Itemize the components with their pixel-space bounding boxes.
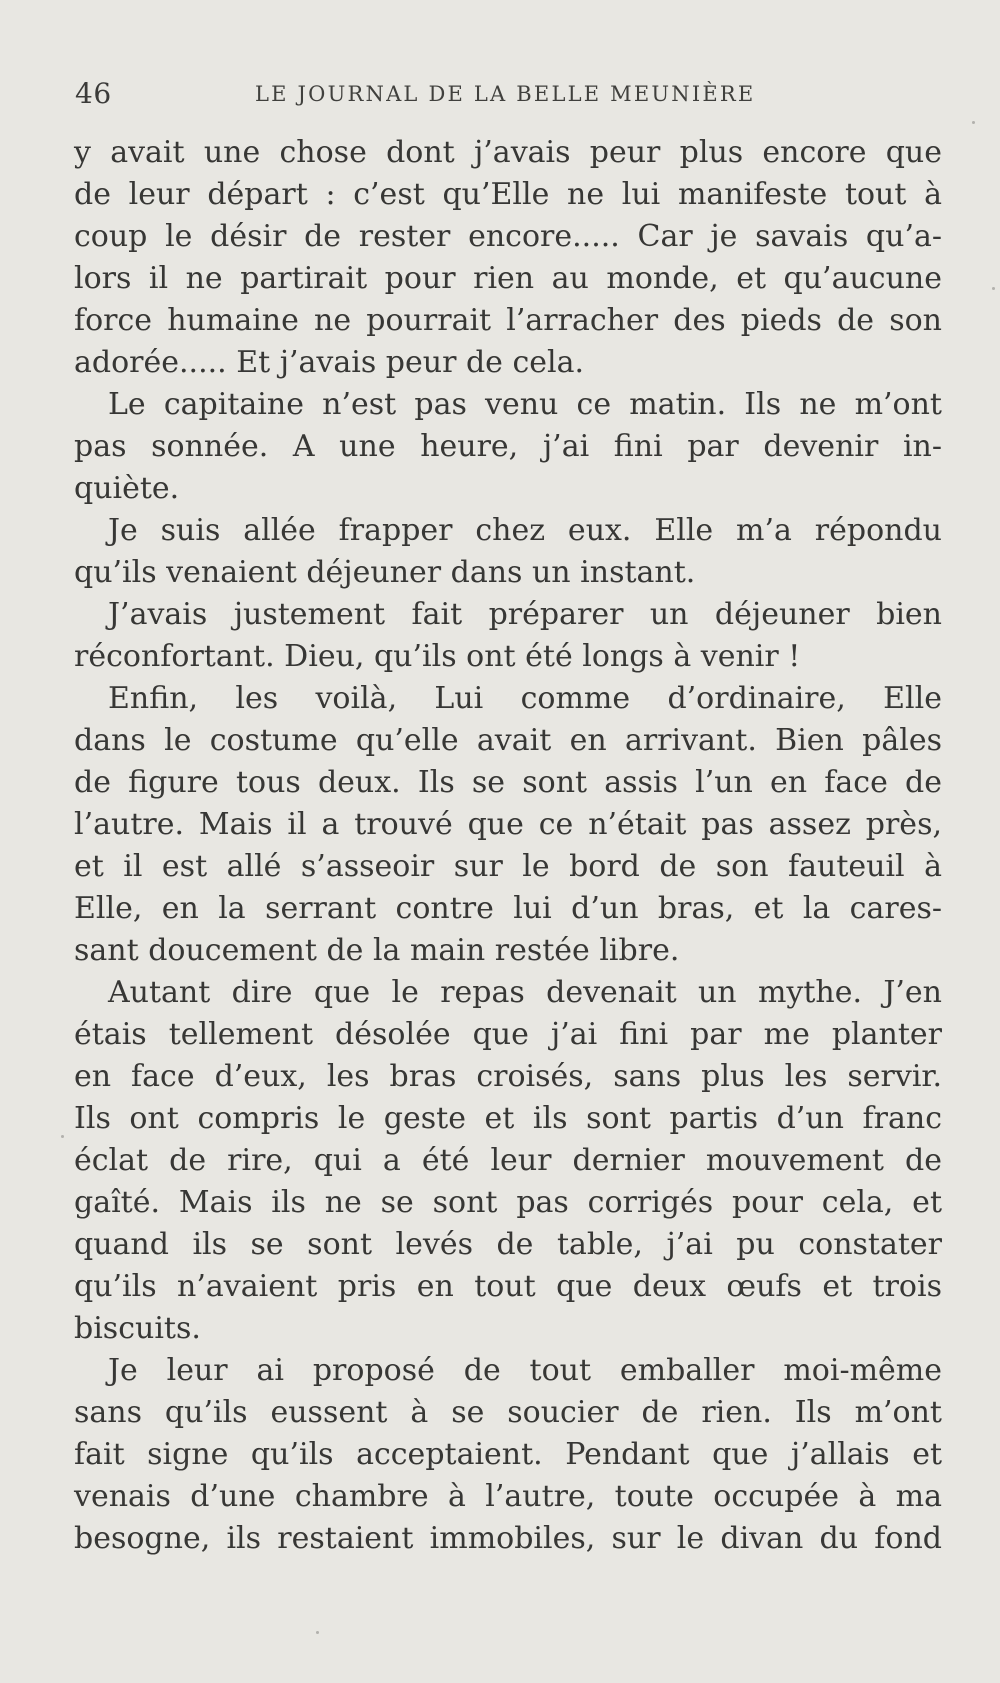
text-line: éclat de rire, qui a été leur dernier mouvement de: [74, 1143, 942, 1178]
text-line: qu’ils n’avaient pris en tout que deux œufs et trois: [74, 1269, 942, 1304]
text-line: Enfin, les voilà, Lui comme d’ordinaire, Elle: [108, 681, 942, 716]
text-line: biscuits.: [74, 1311, 201, 1346]
text-line: Je leur ai proposé de tout emballer moi-même: [108, 1353, 942, 1388]
text-line: dans le costume qu’elle avait en arrivant. Bien pâles: [74, 723, 942, 758]
text-line: quiète.: [74, 471, 180, 506]
text-line: sant doucement de la main restée libre.: [74, 933, 680, 968]
text-line: Le capitaine n’est pas venu ce matin. Ils ne m’ont: [108, 387, 942, 422]
paper-speck: [972, 121, 975, 124]
text-line: adorée..... Et j’avais peur de cela.: [74, 345, 585, 380]
text-line: qu’ils venaient déjeuner dans un instant.: [74, 555, 696, 590]
text-line: et il est allé s’asseoir sur le bord de son fauteuil à: [74, 849, 942, 884]
paper-speck: [992, 287, 995, 290]
text-line: venais d’une chambre à l’autre, toute occupée à ma: [74, 1479, 942, 1514]
text-line: J’avais justement fait préparer un déjeuner bien: [108, 597, 942, 632]
text-line: Ils ont compris le geste et ils sont partis d’un franc: [74, 1101, 942, 1136]
text-line: de figure tous deux. Ils se sont assis l’un en face de: [74, 765, 942, 800]
running-title: LE JOURNAL DE LA BELLE MEUNIÈRE: [255, 82, 756, 106]
text-line: l’autre. Mais il a trouvé que ce n’était pas assez près,: [74, 807, 942, 842]
text-line: y avait une chose dont j’avais peur plus encore que: [74, 135, 942, 170]
text-line: en face d’eux, les bras croisés, sans plus les servir.: [74, 1059, 942, 1094]
text-line: Autant dire que le repas devenait un mythe. J’en: [108, 975, 942, 1010]
running-head: [75, 72, 941, 116]
text-line: réconfortant. Dieu, qu’ils ont été longs à venir !: [74, 639, 801, 674]
text-line: lors il ne partirait pour rien au monde, et qu’aucune: [74, 261, 942, 296]
text-line: sans qu’ils eussent à se soucier de rien. Ils m’ont: [74, 1395, 942, 1430]
text-line: gaîté. Mais ils ne se sont pas corrigés pour cela, et: [74, 1185, 942, 1220]
text-line: besogne, ils restaient immobiles, sur le divan du fond: [74, 1521, 942, 1556]
body-text: [74, 132, 942, 1560]
text-line: de leur départ : c’est qu’Elle ne lui manifeste tout à: [74, 177, 942, 212]
page-number: 46: [75, 77, 112, 110]
paper-speck: [61, 1135, 64, 1138]
text-line: quand ils se sont levés de table, j’ai pu constater: [74, 1227, 942, 1262]
text-line: pas sonnée. A une heure, j’ai fini par devenir in-: [74, 429, 942, 464]
text-line: force humaine ne pourrait l’arracher des pieds de son: [74, 303, 942, 338]
text-line: coup le désir de rester encore..... Car je savais qu’a-: [74, 219, 942, 254]
paper-speck: [316, 1631, 319, 1634]
text-line: Je suis allée frapper chez eux. Elle m’a répondu: [108, 513, 942, 548]
text-line: Elle, en la serrant contre lui d’un bras, et la cares-: [74, 891, 942, 926]
text-line: fait signe qu’ils acceptaient. Pendant que j’allais et: [74, 1437, 942, 1472]
text-line: étais tellement désolée que j’ai fini par me planter: [74, 1017, 942, 1052]
